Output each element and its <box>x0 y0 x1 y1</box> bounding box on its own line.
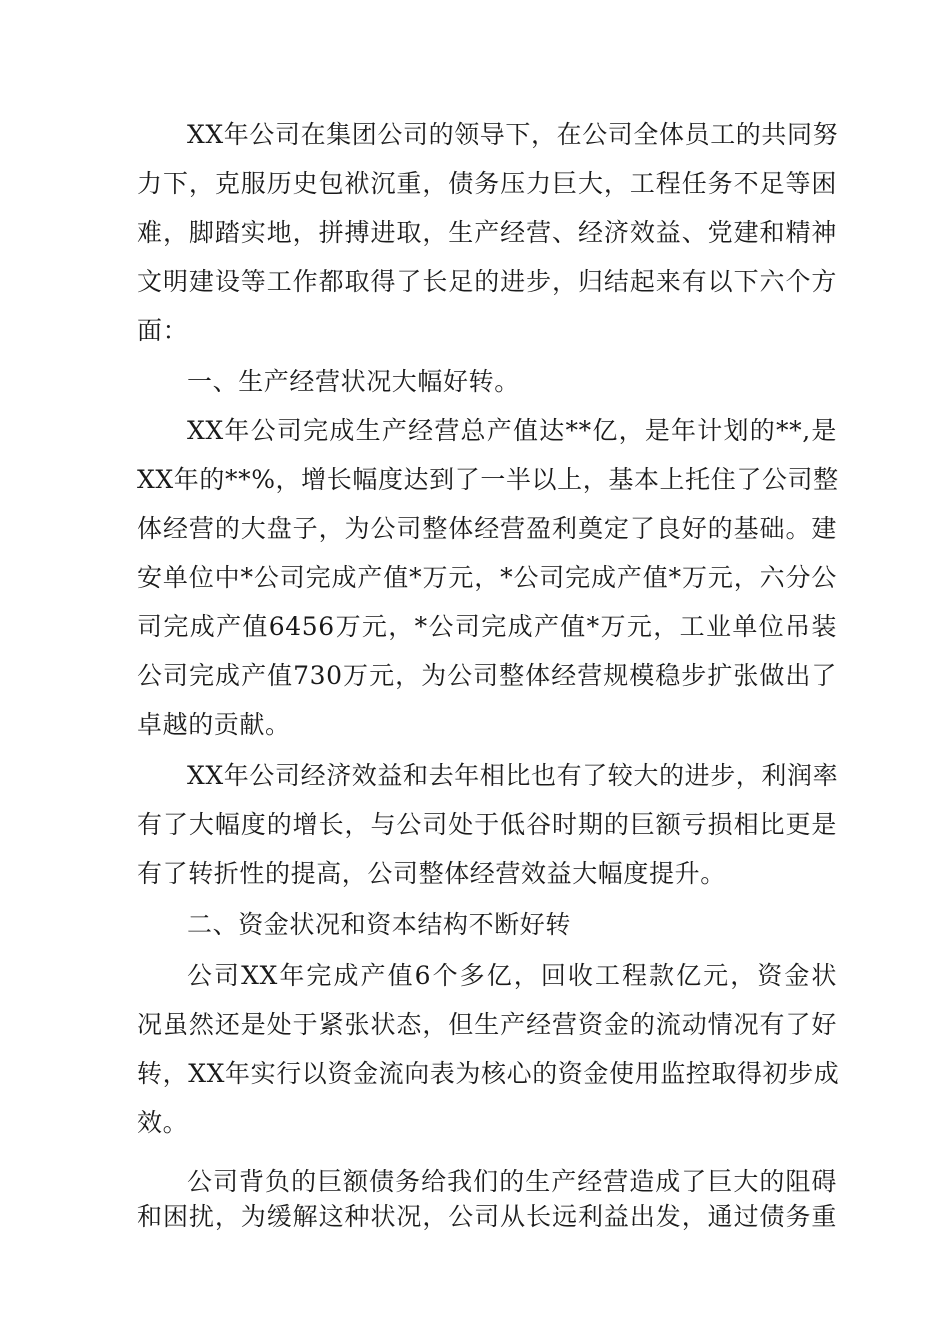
paragraph-line: 有了大幅度的增长，与公司处于低谷时期的巨额亏损相比更是 <box>137 810 837 839</box>
paragraph-line: XX年公司经济效益和去年相比也有了较大的进步，利润率 <box>187 761 839 790</box>
paragraph-line: 况虽然还是处于紧张状态，但生产经营资金的流动情况有了好 <box>137 1010 837 1039</box>
paragraph-line: 力下，克服历史包袱沉重，债务压力巨大，工程任务不足等困 <box>137 169 837 198</box>
paragraph-line: 安单位中*公司完成产值*万元，*公司完成产值*万元，六分公 <box>137 563 837 592</box>
paragraph-line: 体经营的大盘子，为公司整体经营盈利奠定了良好的基础。建 <box>137 514 837 543</box>
paragraph-line: 效。 <box>137 1108 189 1137</box>
paragraph-line: 难，脚踏实地，拼搏进取，生产经营、经济效益、党建和精神 <box>137 218 837 247</box>
section-heading: 一、生产经营状况大幅好转。 <box>187 367 520 396</box>
paragraph-line: 面： <box>137 316 189 345</box>
section-heading: 二、资金状况和资本结构不断好转 <box>187 910 572 939</box>
paragraph-line: 文明建设等工作都取得了长足的进步，归结起来有以下六个方 <box>137 267 837 296</box>
paragraph-line: 有了转折性的提高，公司整体经营效益大幅度提升。 <box>137 859 726 888</box>
paragraph-line: 公司XX年完成产值6个多亿，回收工程款亿元，资金状 <box>187 961 837 990</box>
paragraph-line: XX年公司完成生产经营总产值达**亿，是年计划的**,是 <box>187 416 837 445</box>
paragraph-line: 和困扰，为缓解这种状况，公司从长远利益出发，通过债务重 <box>137 1202 837 1231</box>
paragraph-line: XX年的**%，增长幅度达到了一半以上，基本上托住了公司整 <box>137 465 839 494</box>
paragraph-line: 公司背负的巨额债务给我们的生产经营造成了巨大的阻碍 <box>187 1167 837 1196</box>
paragraph-line: 公司完成产值730万元，为公司整体经营规模稳步扩张做出了 <box>137 661 837 690</box>
paragraph-line: 司完成产值6456万元，*公司完成产值*万元，工业单位吊装 <box>137 612 837 641</box>
paragraph-line: 卓越的贡献。 <box>137 710 291 739</box>
paragraph-line: 转，XX年实行以资金流向表为核心的资金使用监控取得初步成 <box>137 1059 840 1088</box>
paragraph-line: XX年公司在集团公司的领导下，在公司全体员工的共同努 <box>187 120 839 149</box>
